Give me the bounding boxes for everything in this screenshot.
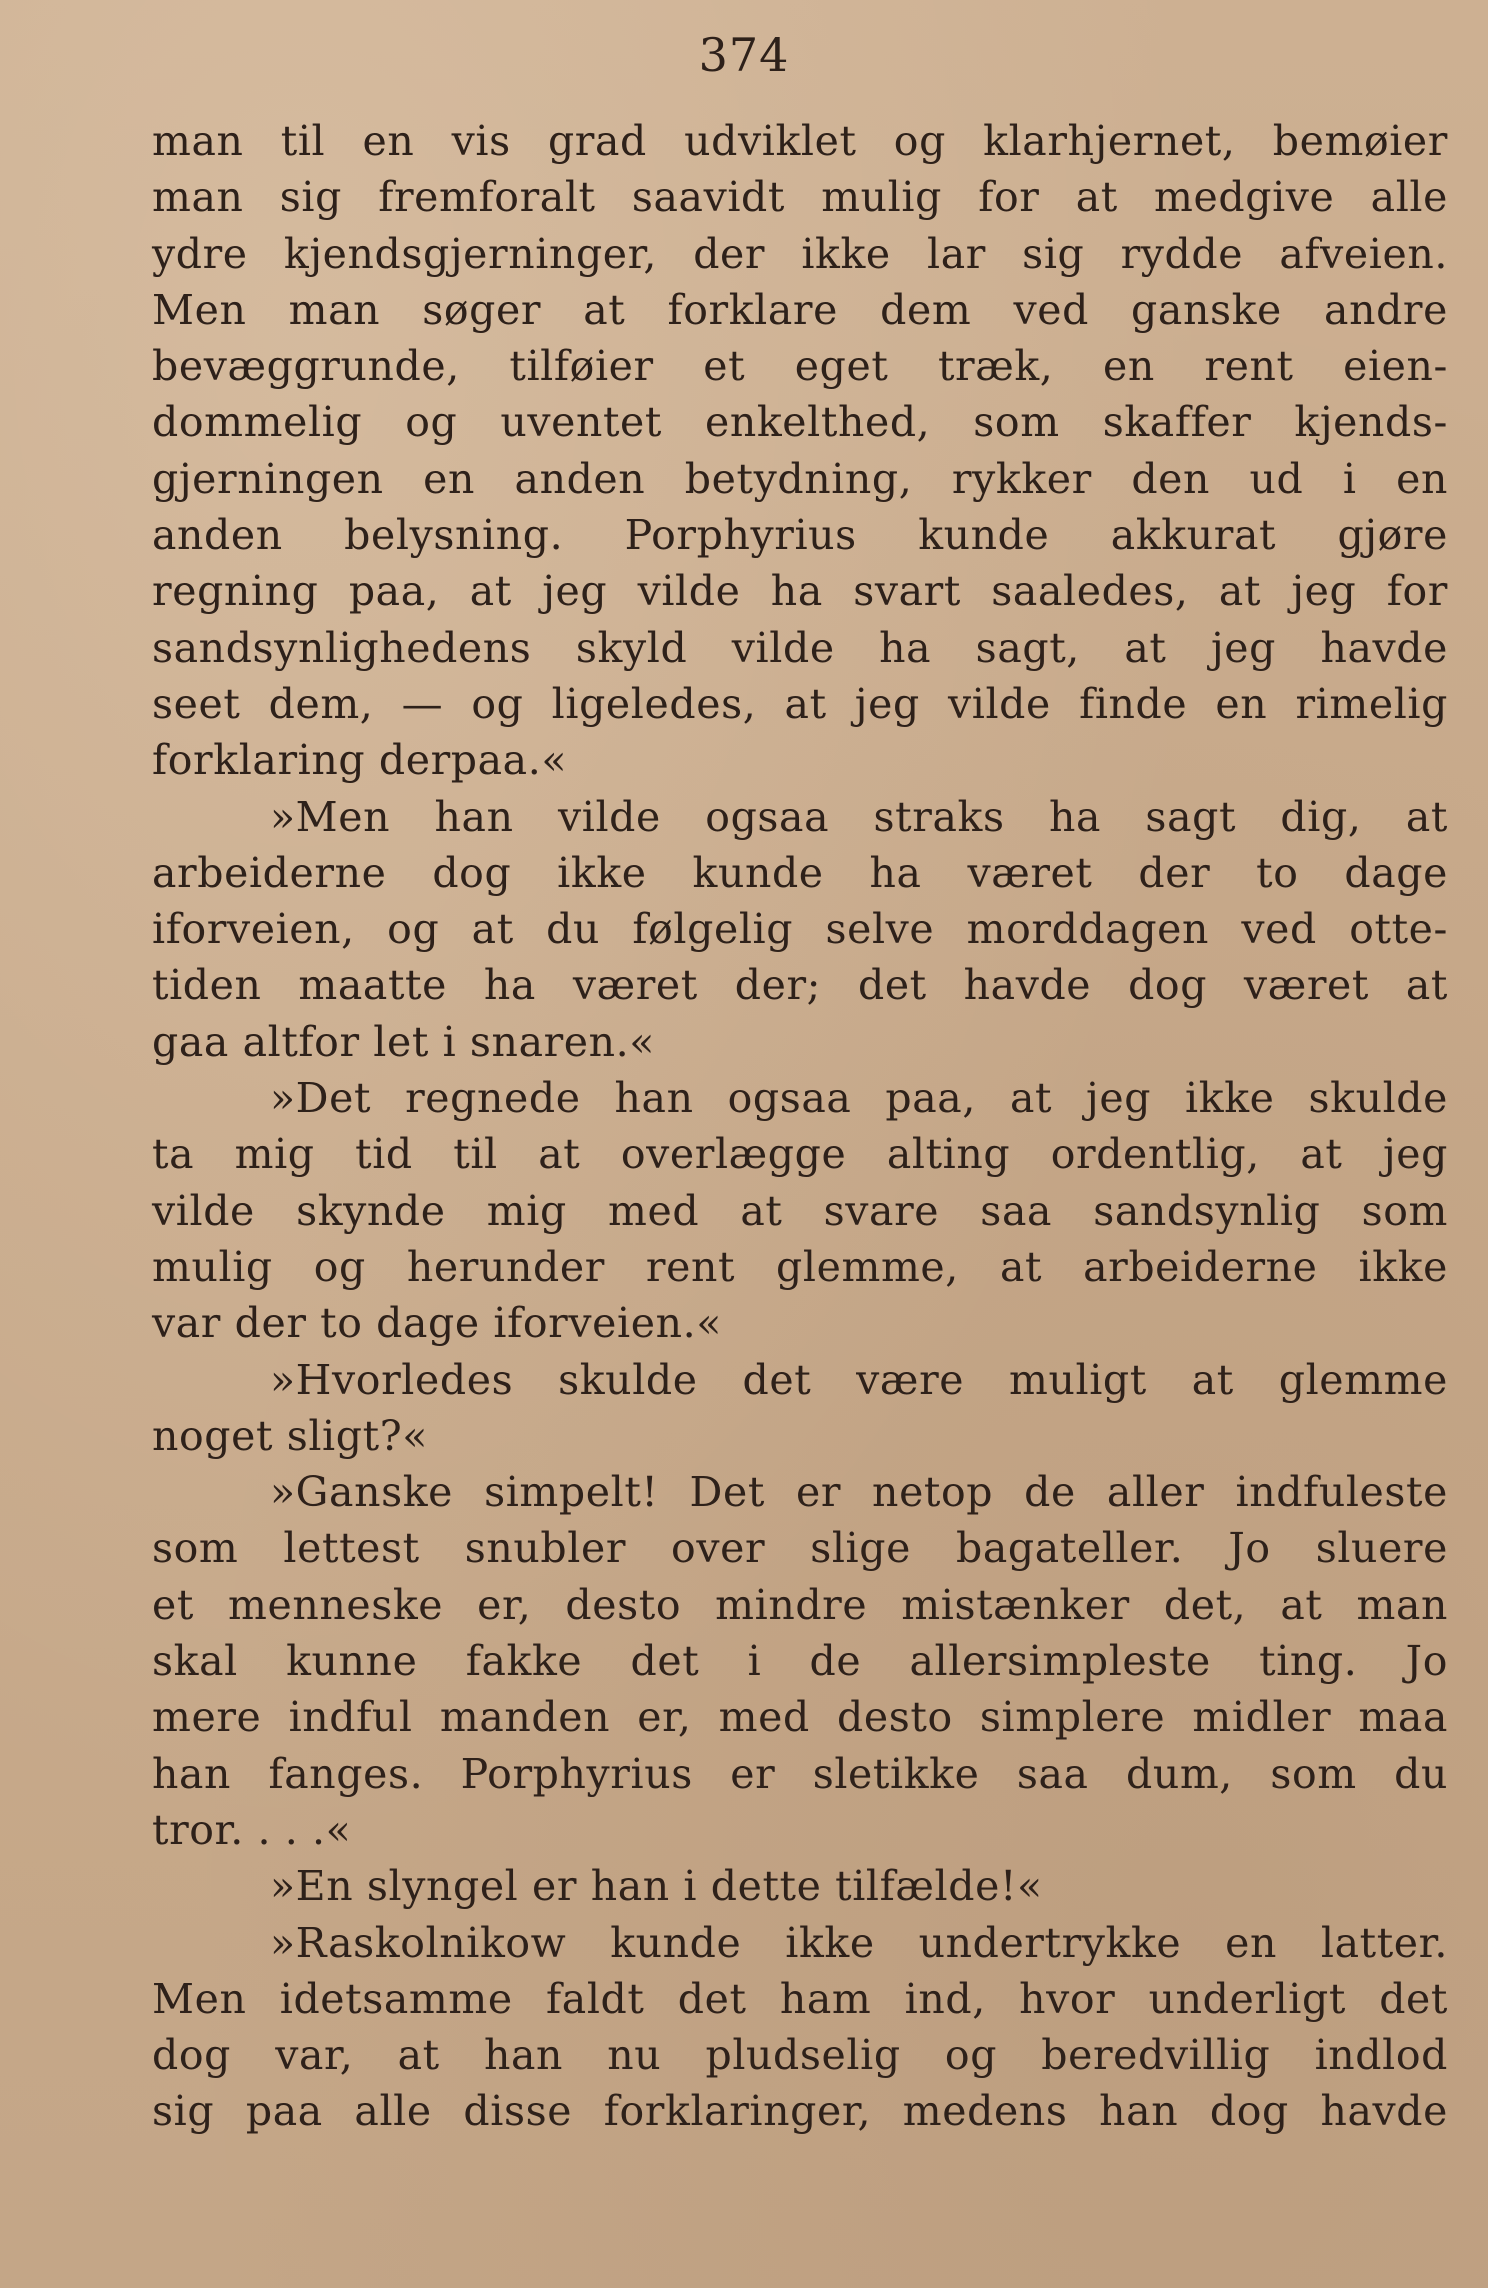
text-line: ydre kjendsgjerninger, der ikke lar sig rydde afveien. bbox=[152, 229, 1448, 278]
text-line: iforveien, og at du følgelig selve morddagen ved otte- bbox=[152, 905, 1448, 954]
text-line: vilde skynde mig med at svare saa sandsynlig som bbox=[152, 1186, 1448, 1235]
text-line: »Ganske simpelt! Det er netop de aller indfuleste bbox=[270, 1468, 1448, 1517]
text-line: dommelig og uventet enkelthed, som skaffer kjends- bbox=[152, 398, 1448, 447]
text-line: Men idetsamme faldt det ham ind, hvor underligt det bbox=[152, 1974, 1448, 2023]
text-line: sig paa alle disse forklaringer, medens han dog havde bbox=[152, 2087, 1448, 2136]
text-line: »Hvorledes skulde det være muligt at glemme bbox=[270, 1355, 1448, 1404]
text-line: tiden maatte ha været der; det havde dog været at bbox=[152, 961, 1448, 1010]
text-line: anden belysning. Porphyrius kunde akkurat gjøre bbox=[152, 511, 1448, 560]
text-line: skal kunne fakke det i de allersimpleste ting. Jo bbox=[152, 1637, 1448, 1686]
text-line: dog var, at han nu pludselig og beredvillig indlod bbox=[152, 2031, 1448, 2080]
text-line: »Det regnede han ogsaa paa, at jeg ikke skulde bbox=[270, 1074, 1448, 1123]
text-line: et menneske er, desto mindre mistænker det, at man bbox=[152, 1580, 1448, 1629]
text-line: regning paa, at jeg vilde ha svart saaledes, at jeg for bbox=[152, 567, 1448, 616]
text-line: man sig fremforalt saavidt mulig for at medgive alle bbox=[152, 173, 1448, 222]
text-line: gaa altfor let i snaren.« bbox=[152, 1017, 655, 1066]
text-line: »Men han vilde ogsaa straks ha sagt dig, at bbox=[270, 792, 1448, 841]
text-line: Men man søger at forklare dem ved ganske andre bbox=[152, 285, 1448, 334]
text-line: han fanges. Porphyrius er sletikke saa dum, som du bbox=[152, 1749, 1448, 1798]
text-line: noget sligt?« bbox=[152, 1411, 428, 1460]
text-line: sandsynlighedens skyld vilde ha sagt, at jeg havde bbox=[152, 623, 1448, 672]
text-line: gjerningen en anden betydning, rykker den ud i en bbox=[152, 454, 1448, 503]
text-line: ta mig tid til at overlægge alting ordentlig, at jeg bbox=[152, 1130, 1448, 1179]
text-line: arbeiderne dog ikke kunde ha været der to dage bbox=[152, 848, 1448, 897]
text-line: bevæggrunde, tilføier et eget træk, en rent eien- bbox=[152, 342, 1448, 391]
body-text bbox=[152, 113, 1448, 2140]
text-line: forklaring derpaa.« bbox=[152, 736, 568, 785]
text-line: tror. . . .« bbox=[152, 1805, 352, 1854]
page-number: 374 bbox=[698, 28, 790, 82]
text-line: mulig og herunder rent glemme, at arbeiderne ikke bbox=[152, 1242, 1448, 1291]
text-line: »En slyngel er han i dette tilfælde!« bbox=[270, 1862, 1043, 1911]
text-line: som lettest snubler over slige bagateller. Jo sluere bbox=[152, 1524, 1448, 1573]
text-line: »Raskolnikow kunde ikke undertrykke en latter. bbox=[270, 1918, 1448, 1967]
text-line: var der to dage iforveien.« bbox=[152, 1299, 722, 1348]
text-line: man til en vis grad udviklet og klarhjernet, bemøier bbox=[152, 117, 1448, 165]
text-line: mere indful manden er, med desto simplere midler maa bbox=[152, 1693, 1448, 1742]
text-line: seet dem, — og ligeledes, at jeg vilde finde en rimelig bbox=[152, 679, 1448, 728]
